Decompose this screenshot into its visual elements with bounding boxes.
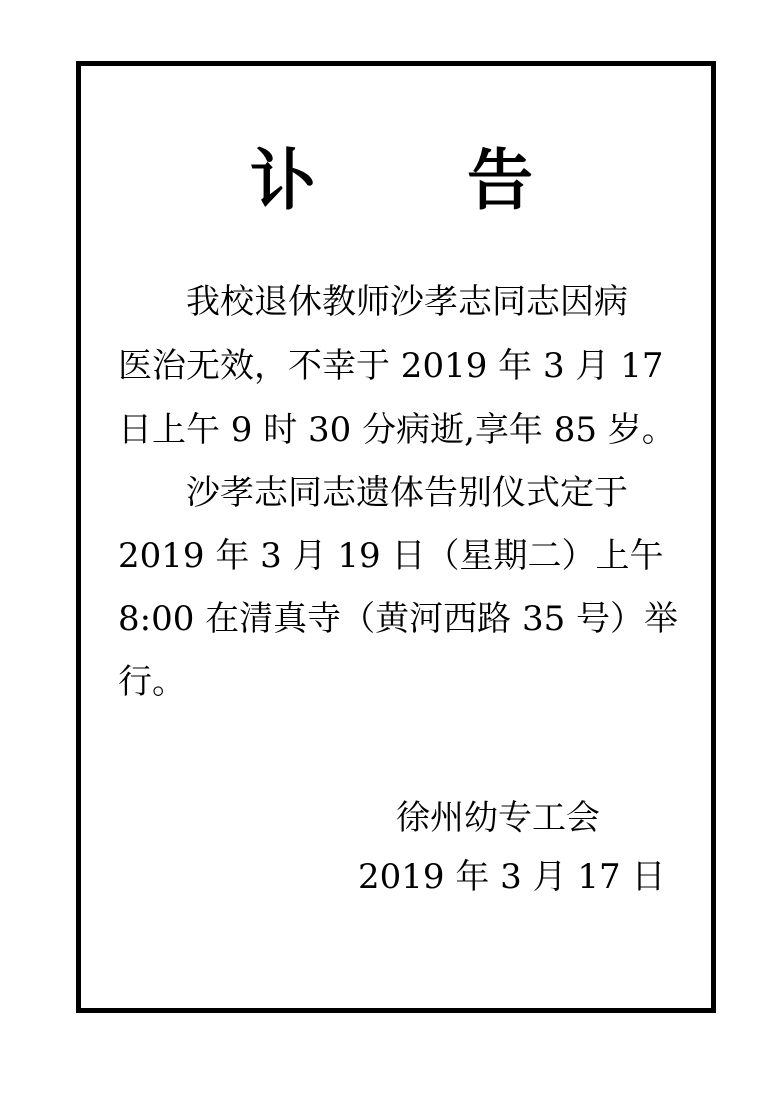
signature-date: 2019 年 3 月 17 日 — [358, 857, 666, 897]
paragraph-2-line-2: 2019 年 3 月 19 日（星期二）上午 — [118, 536, 664, 576]
paragraph-2-line-3: 8:00 在清真寺（黄河西路 35 号）举 — [118, 599, 679, 639]
paragraph-1-line-1: 我校退休教师沙孝志同志因病 — [186, 282, 628, 322]
notice-title: 讣 告 — [250, 141, 597, 219]
paragraph-2-line-1: 沙孝志同志遗体告别仪式定于 — [186, 473, 628, 513]
signature-organization: 徐州幼专工会 — [396, 798, 600, 838]
paragraph-1-line-3: 日上午 9 时 30 分病逝,享年 85 岁。 — [118, 410, 676, 450]
paragraph-1-line-2: 医治无效，不幸于 2019 年 3 月 17 — [118, 346, 664, 386]
paragraph-2-line-4: 行。 — [118, 662, 186, 702]
